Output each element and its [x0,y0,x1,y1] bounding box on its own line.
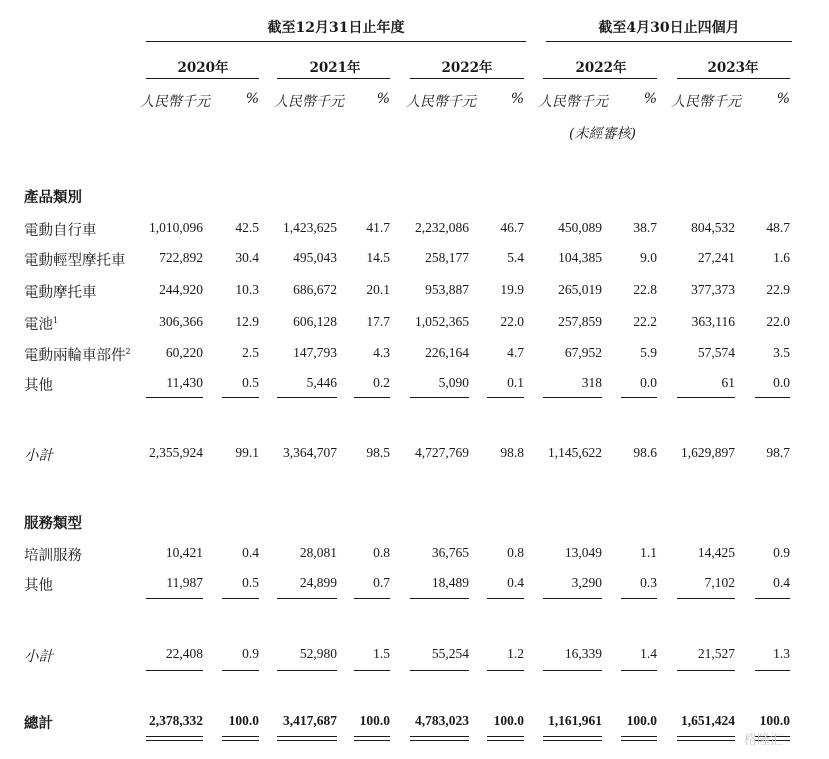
percent-cell: 30.4 [235,250,259,265]
percent-cell: 98.6 [633,445,657,460]
percent-cell: 14.5 [366,250,390,265]
amount-cell: 2,355,924 [149,445,203,460]
amount-cell: 318 [581,375,602,390]
year-header: 2023年 [707,60,759,76]
total-double-rule [677,740,735,741]
percent-cell: 0.2 [373,375,390,390]
percent-cell: 38.7 [633,220,657,235]
amount-cell: 147,793 [293,345,337,360]
total-double-rule [410,740,469,741]
amount-cell: 2,378,332 [149,713,203,728]
amount-cell: 55,254 [431,646,469,661]
percent-cell: 100.0 [493,713,524,728]
total-double-rule [621,740,657,741]
percent-cell: 5.9 [640,345,657,360]
percent-cell: 22.0 [766,314,790,329]
amount-cell: 953,887 [425,282,469,297]
amount-cell: 1,161,961 [548,713,602,728]
amount-cell: 306,366 [159,314,203,329]
unit-label: 人民幣千元 [671,94,741,110]
subtotal-rule [277,598,337,599]
amount-cell: 10,421 [165,545,203,560]
percent-cell: 1.6 [773,250,790,265]
percent-cell: 0.9 [242,646,259,661]
amount-cell: 11,987 [166,575,203,590]
year-rule [677,78,790,79]
percent-cell: 48.7 [766,220,790,235]
percent-label: % [510,91,524,107]
product-label: 其他 [24,378,53,394]
product-label: 電池$^1$ [24,316,59,333]
amount-cell: 57,574 [697,345,735,360]
period-header-four-months: 截至4月30日止四個月 [598,20,740,36]
percent-cell: 22.0 [500,314,524,329]
amount-cell: 244,920 [159,282,203,297]
amount-cell: 11,430 [166,375,203,390]
percent-cell: 1.5 [373,646,390,661]
amount-cell: 722,892 [159,250,203,265]
amount-cell: 7,102 [704,575,735,590]
total-top-rule [755,670,790,671]
percent-cell: 0.7 [373,575,390,590]
amount-cell: 5,446 [306,375,337,390]
amount-cell: 606,128 [293,314,337,329]
percent-cell: 0.4 [242,545,259,560]
amount-cell: 36,765 [431,545,469,560]
year-header: 2020年 [177,60,229,76]
percent-cell: 0.5 [242,575,259,590]
amount-cell: 686,672 [293,282,337,297]
amount-cell: 4,783,023 [415,713,469,728]
total-double-rule [621,736,657,737]
total-double-rule [222,740,259,741]
total-top-rule [487,670,524,671]
unit-label: 人民幣千元 [274,94,344,110]
percent-cell: 22.9 [766,282,790,297]
amount-cell: 104,385 [558,250,602,265]
percent-cell: 1.3 [773,646,790,661]
amount-cell: 18,489 [431,575,469,590]
subtotal-rule [222,397,259,398]
percent-cell: 3.5 [773,345,790,360]
subtotal-rule [410,598,469,599]
product-label: 電動兩輪車部件$^2$ [24,347,131,364]
percent-cell: 2.5 [242,345,259,360]
amount-cell: 1,052,365 [415,314,469,329]
product-label: 電動輕型摩托車 [24,253,126,269]
total-double-rule [487,736,524,737]
percent-cell: 4.7 [507,345,524,360]
percent-cell: 19.9 [500,282,524,297]
year-header: 2022年 [441,60,493,76]
subtotal-rule [543,397,602,398]
percent-cell: 98.8 [500,445,524,460]
total-double-rule [277,736,337,737]
subtotal-rule [146,598,203,599]
amount-cell: 363,116 [691,314,735,329]
percent-cell: 0.9 [773,545,790,560]
footnote-marker: 1 [53,316,59,326]
section-title-services: 服務類型 [24,515,82,532]
header-rule [546,41,792,42]
percent-cell: 100.0 [228,713,259,728]
amount-cell: 22,408 [165,646,203,661]
subtotal-rule [410,397,469,398]
section-title-products: 產品類別 [24,189,82,206]
subtotal-rule [487,598,524,599]
amount-cell: 377,373 [691,282,735,297]
year-rule [410,78,524,79]
amount-cell: 495,043 [293,250,337,265]
percent-label: % [376,91,390,107]
percent-cell: 10.3 [235,282,259,297]
percent-cell: 1.1 [640,545,657,560]
percent-cell: 100.0 [626,713,657,728]
amount-cell: 27,241 [697,250,735,265]
subtotal-rule [677,397,735,398]
percent-label: % [776,91,790,107]
year-header: 2022年 [575,60,627,76]
subtotal-rule [487,397,524,398]
total-top-rule [277,670,337,671]
amount-cell: 1,651,424 [681,713,735,728]
amount-cell: 1,010,096 [149,220,203,235]
amount-cell: 1,423,625 [283,220,337,235]
total-double-rule [677,736,735,737]
subtotal-rule [146,397,203,398]
total-double-rule [543,736,602,737]
amount-cell: 3,290 [571,575,602,590]
subtotal-rule [354,397,390,398]
amount-cell: 14,425 [697,545,735,560]
subtotal-rule [277,397,337,398]
percent-cell: 4.3 [373,345,390,360]
percent-cell: 0.0 [640,375,657,390]
amount-cell: 4,727,769 [415,445,469,460]
amount-cell: 3,417,687 [283,713,337,728]
percent-cell: 12.9 [235,314,259,329]
watermark-logo: 格隆汇 [744,733,784,748]
amount-cell: 3,364,707 [283,445,337,460]
amount-cell: 265,019 [558,282,602,297]
footnote-marker: 2 [125,347,131,357]
subtotal-rule [621,397,657,398]
percent-cell: 0.0 [773,375,790,390]
period-header-years: 截至12月31日止年度 [267,20,405,36]
total-top-rule [410,670,469,671]
total-double-rule [146,740,203,741]
percent-cell: 5.4 [507,250,524,265]
total-double-rule [222,736,259,737]
percent-cell: 100.0 [359,713,390,728]
total-top-rule [543,670,602,671]
total-double-rule [487,740,524,741]
percent-cell: 46.7 [500,220,524,235]
amount-cell: 52,980 [299,646,337,661]
percent-cell: 0.4 [773,575,790,590]
total-double-rule [277,740,337,741]
percent-cell: 9.0 [640,250,657,265]
amount-cell: 21,527 [697,646,735,661]
amount-cell: 226,164 [425,345,469,360]
total-top-rule [222,670,259,671]
total-double-rule [146,736,203,737]
percent-cell: 98.7 [766,445,790,460]
percent-cell: 100.0 [759,713,790,728]
percent-cell: 0.3 [640,575,657,590]
percent-cell: 41.7 [366,220,390,235]
percent-cell: 22.2 [633,314,657,329]
amount-cell: 67,952 [564,345,602,360]
total-top-rule [146,670,203,671]
total-double-rule [410,736,469,737]
amount-cell: 450,089 [558,220,602,235]
percent-cell: 1.2 [507,646,524,661]
product-label: 電動摩托車 [24,285,97,301]
amount-cell: 1,629,897 [681,445,735,460]
subtotal-rule [621,598,657,599]
header-rule [146,41,526,42]
subtotal-rule [677,598,735,599]
subtotal-rule [755,598,790,599]
amount-cell: 61 [721,375,735,390]
percent-cell: 17.7 [366,314,390,329]
year-rule [543,78,657,79]
total-top-rule [621,670,657,671]
percent-cell: 20.1 [366,282,390,297]
percent-cell: 0.4 [507,575,524,590]
amount-cell: 13,049 [564,545,602,560]
total-label: 總計 [24,715,53,732]
total-top-rule [354,670,390,671]
percent-cell: 42.5 [235,220,259,235]
percent-cell: 1.4 [640,646,657,661]
amount-cell: 16,339 [564,646,602,661]
unit-label: 人民幣千元 [140,94,210,110]
total-double-rule [354,740,390,741]
percent-cell: 22.8 [633,282,657,297]
percent-cell: 0.8 [507,545,524,560]
amount-cell: 60,220 [165,345,203,360]
subtotal-rule [755,397,790,398]
percent-cell: 99.1 [235,445,259,460]
subtotal-rule [543,598,602,599]
total-double-rule [354,736,390,737]
amount-cell: 258,177 [425,250,469,265]
unit-label: 人民幣千元 [406,94,476,110]
amount-cell: 1,145,622 [548,445,602,460]
subtotal-label: 小計 [24,448,53,464]
unit-label: 人民幣千元 [538,94,608,110]
amount-cell: 5,090 [438,375,469,390]
subtotal-rule [222,598,259,599]
percent-label: % [643,91,657,107]
amount-cell: 2,232,086 [415,220,469,235]
total-top-rule [677,670,735,671]
amount-cell: 804,532 [691,220,735,235]
percent-cell: 98.5 [366,445,390,460]
amount-cell: 28,081 [299,545,337,560]
amount-cell: 257,859 [558,314,602,329]
percent-cell: 0.5 [242,375,259,390]
year-rule [146,78,259,79]
service-label: 其他 [24,578,53,594]
subtotal-label: 小計 [24,649,53,665]
percent-label: % [245,91,259,107]
percent-cell: 0.1 [507,375,524,390]
year-rule [277,78,390,79]
subtotal-rule [354,598,390,599]
total-double-rule [543,740,602,741]
percent-cell: 0.8 [373,545,390,560]
amount-cell: 24,899 [299,575,337,590]
product-label: 電動自行車 [24,223,97,239]
year-header: 2021年 [309,60,361,76]
service-label: 培訓服務 [24,548,82,564]
unaudited-note: (未經審核) [569,126,636,142]
